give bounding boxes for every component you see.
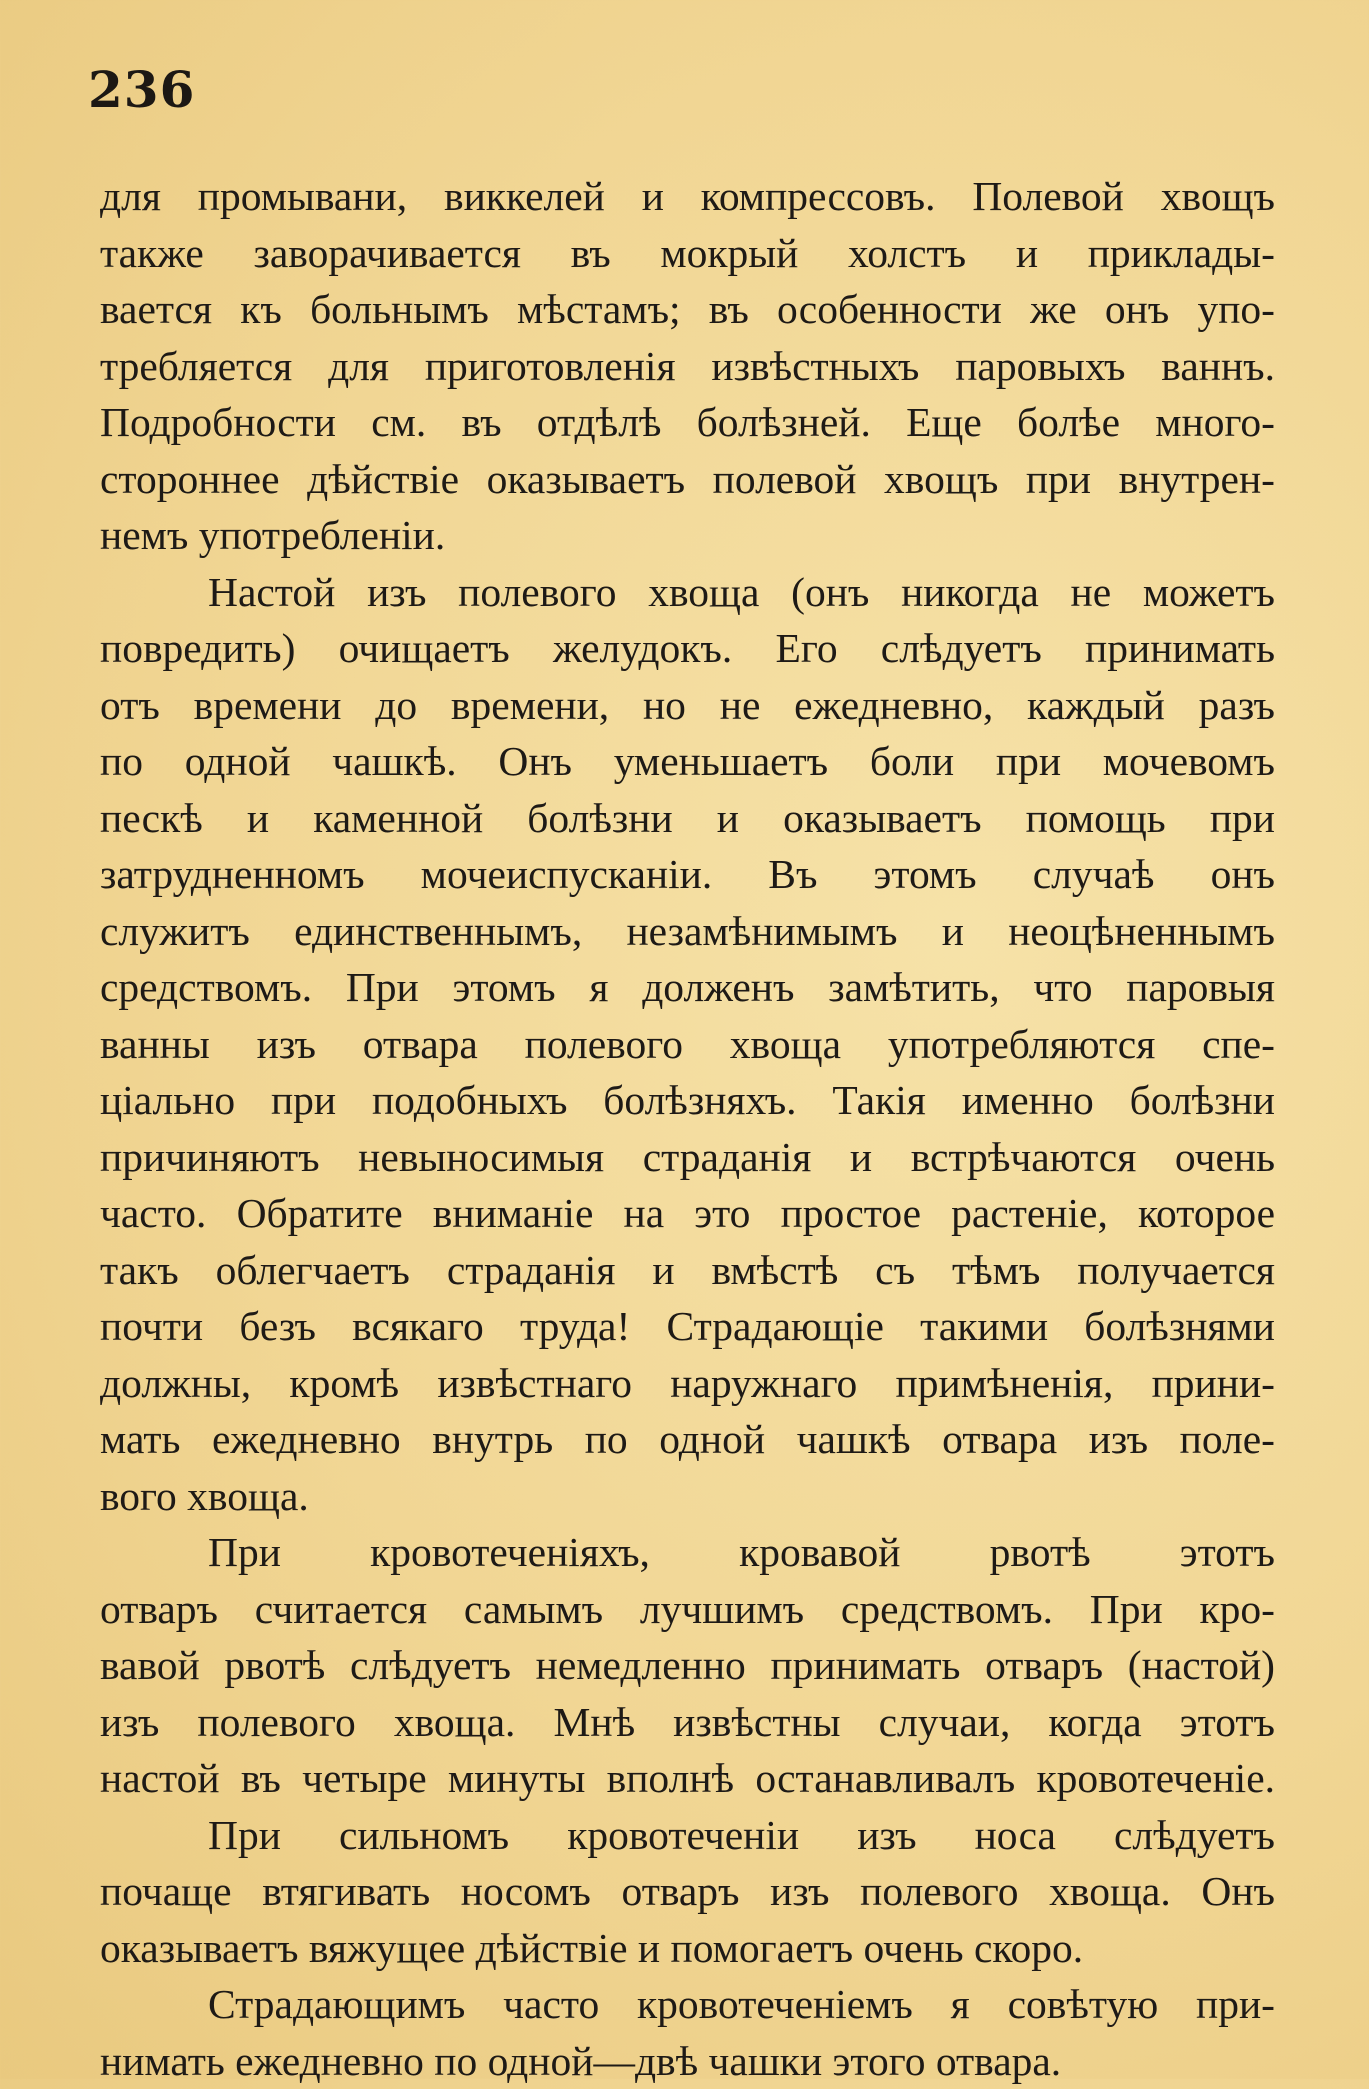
text-line: стороннее дѣйствіе оказываетъ полевой хвощъ при внутрен- <box>100 451 1275 508</box>
text-line: При сильномъ кровотеченіи изъ носа слѣдуетъ <box>100 1807 1275 1864</box>
text-line: служитъ единственнымъ, незамѣнимымъ и неоцѣненнымъ <box>100 903 1275 960</box>
text-line: отъ времени до времени, но не ежедневно, каждый разъ <box>100 677 1275 734</box>
text-line: часто. Обратите вниманіе на это простое растеніе, которое <box>100 1185 1275 1242</box>
text-line: Страдающимъ часто кровотеченіемъ я совѣтую при- <box>100 1976 1275 2033</box>
text-line: по одной чашкѣ. Онъ уменьшаетъ боли при мочевомъ <box>100 733 1275 790</box>
text-line: немъ употребленіи. <box>100 507 1275 564</box>
text-line: Подробности см. въ отдѣлѣ болѣзней. Еще болѣе много- <box>100 394 1275 451</box>
text-line: изъ полевого хвоща. Мнѣ извѣстны случаи, когда этотъ <box>100 1694 1275 1751</box>
text-line: оказываетъ вяжущее дѣйствіе и помогаетъ очень скоро. <box>100 1920 1275 1977</box>
page-number: 236 <box>88 60 195 119</box>
text-line: такъ облегчаетъ страданія и вмѣстѣ съ тѣмъ получается <box>100 1242 1275 1299</box>
text-line: мать ежедневно внутрь по одной чашкѣ отвара изъ поле- <box>100 1411 1275 1468</box>
text-line: затрудненномъ мочеиспусканіи. Въ этомъ случаѣ онъ <box>100 846 1275 903</box>
text-line: повредить) очищаетъ желудокъ. Его слѣдуетъ принимать <box>100 620 1275 677</box>
text-line: должны, кромѣ извѣстнаго наружнаго примѣненія, прини- <box>100 1355 1275 1412</box>
text-line: отваръ считается самымъ лучшимъ средствомъ. При кро- <box>100 1581 1275 1638</box>
text-line: пескѣ и каменной болѣзни и оказываетъ помощь при <box>100 790 1275 847</box>
text-line: настой въ четыре минуты вполнѣ останавливалъ кровотеченіе. <box>100 1750 1275 1807</box>
text-line: также заворачивается въ мокрый холстъ и приклады- <box>100 225 1275 282</box>
text-line: для промывани, виккелей и компрессовъ. Полевой хвощъ <box>100 168 1275 225</box>
text-line: требляется для приготовленія извѣстныхъ паровыхъ ваннъ. <box>100 338 1275 395</box>
text-line: почти безъ всякаго труда! Страдающіе такими болѣзнями <box>100 1298 1275 1355</box>
text-line: При кровотеченіяхъ, кровавой рвотѣ этотъ <box>100 1524 1275 1581</box>
text-line: вается къ больнымъ мѣстамъ; въ особенности же онъ упо- <box>100 281 1275 338</box>
text-line: вавой рвотѣ слѣдуетъ немедленно принимать отваръ (настой) <box>100 1637 1275 1694</box>
text-line: нимать ежедневно по одной—двѣ чашки этого отвара. <box>100 2033 1275 2089</box>
text-line: причиняютъ невыносимыя страданія и встрѣчаются очень <box>100 1129 1275 1186</box>
text-line: ванны изъ отвара полевого хвоща употребляются спе- <box>100 1016 1275 1073</box>
text-line: средствомъ. При этомъ я долженъ замѣтить, что паровыя <box>100 959 1275 1016</box>
text-line: ціально при подобныхъ болѣзняхъ. Такія именно болѣзни <box>100 1072 1275 1129</box>
text-line: Настой изъ полевого хвоща (онъ никогда не можетъ <box>100 564 1275 621</box>
text-line: вого хвоща. <box>100 1468 1275 1525</box>
body-text <box>100 168 1275 2089</box>
text-line: почаще втягивать носомъ отваръ изъ полевого хвоща. Онъ <box>100 1863 1275 1920</box>
